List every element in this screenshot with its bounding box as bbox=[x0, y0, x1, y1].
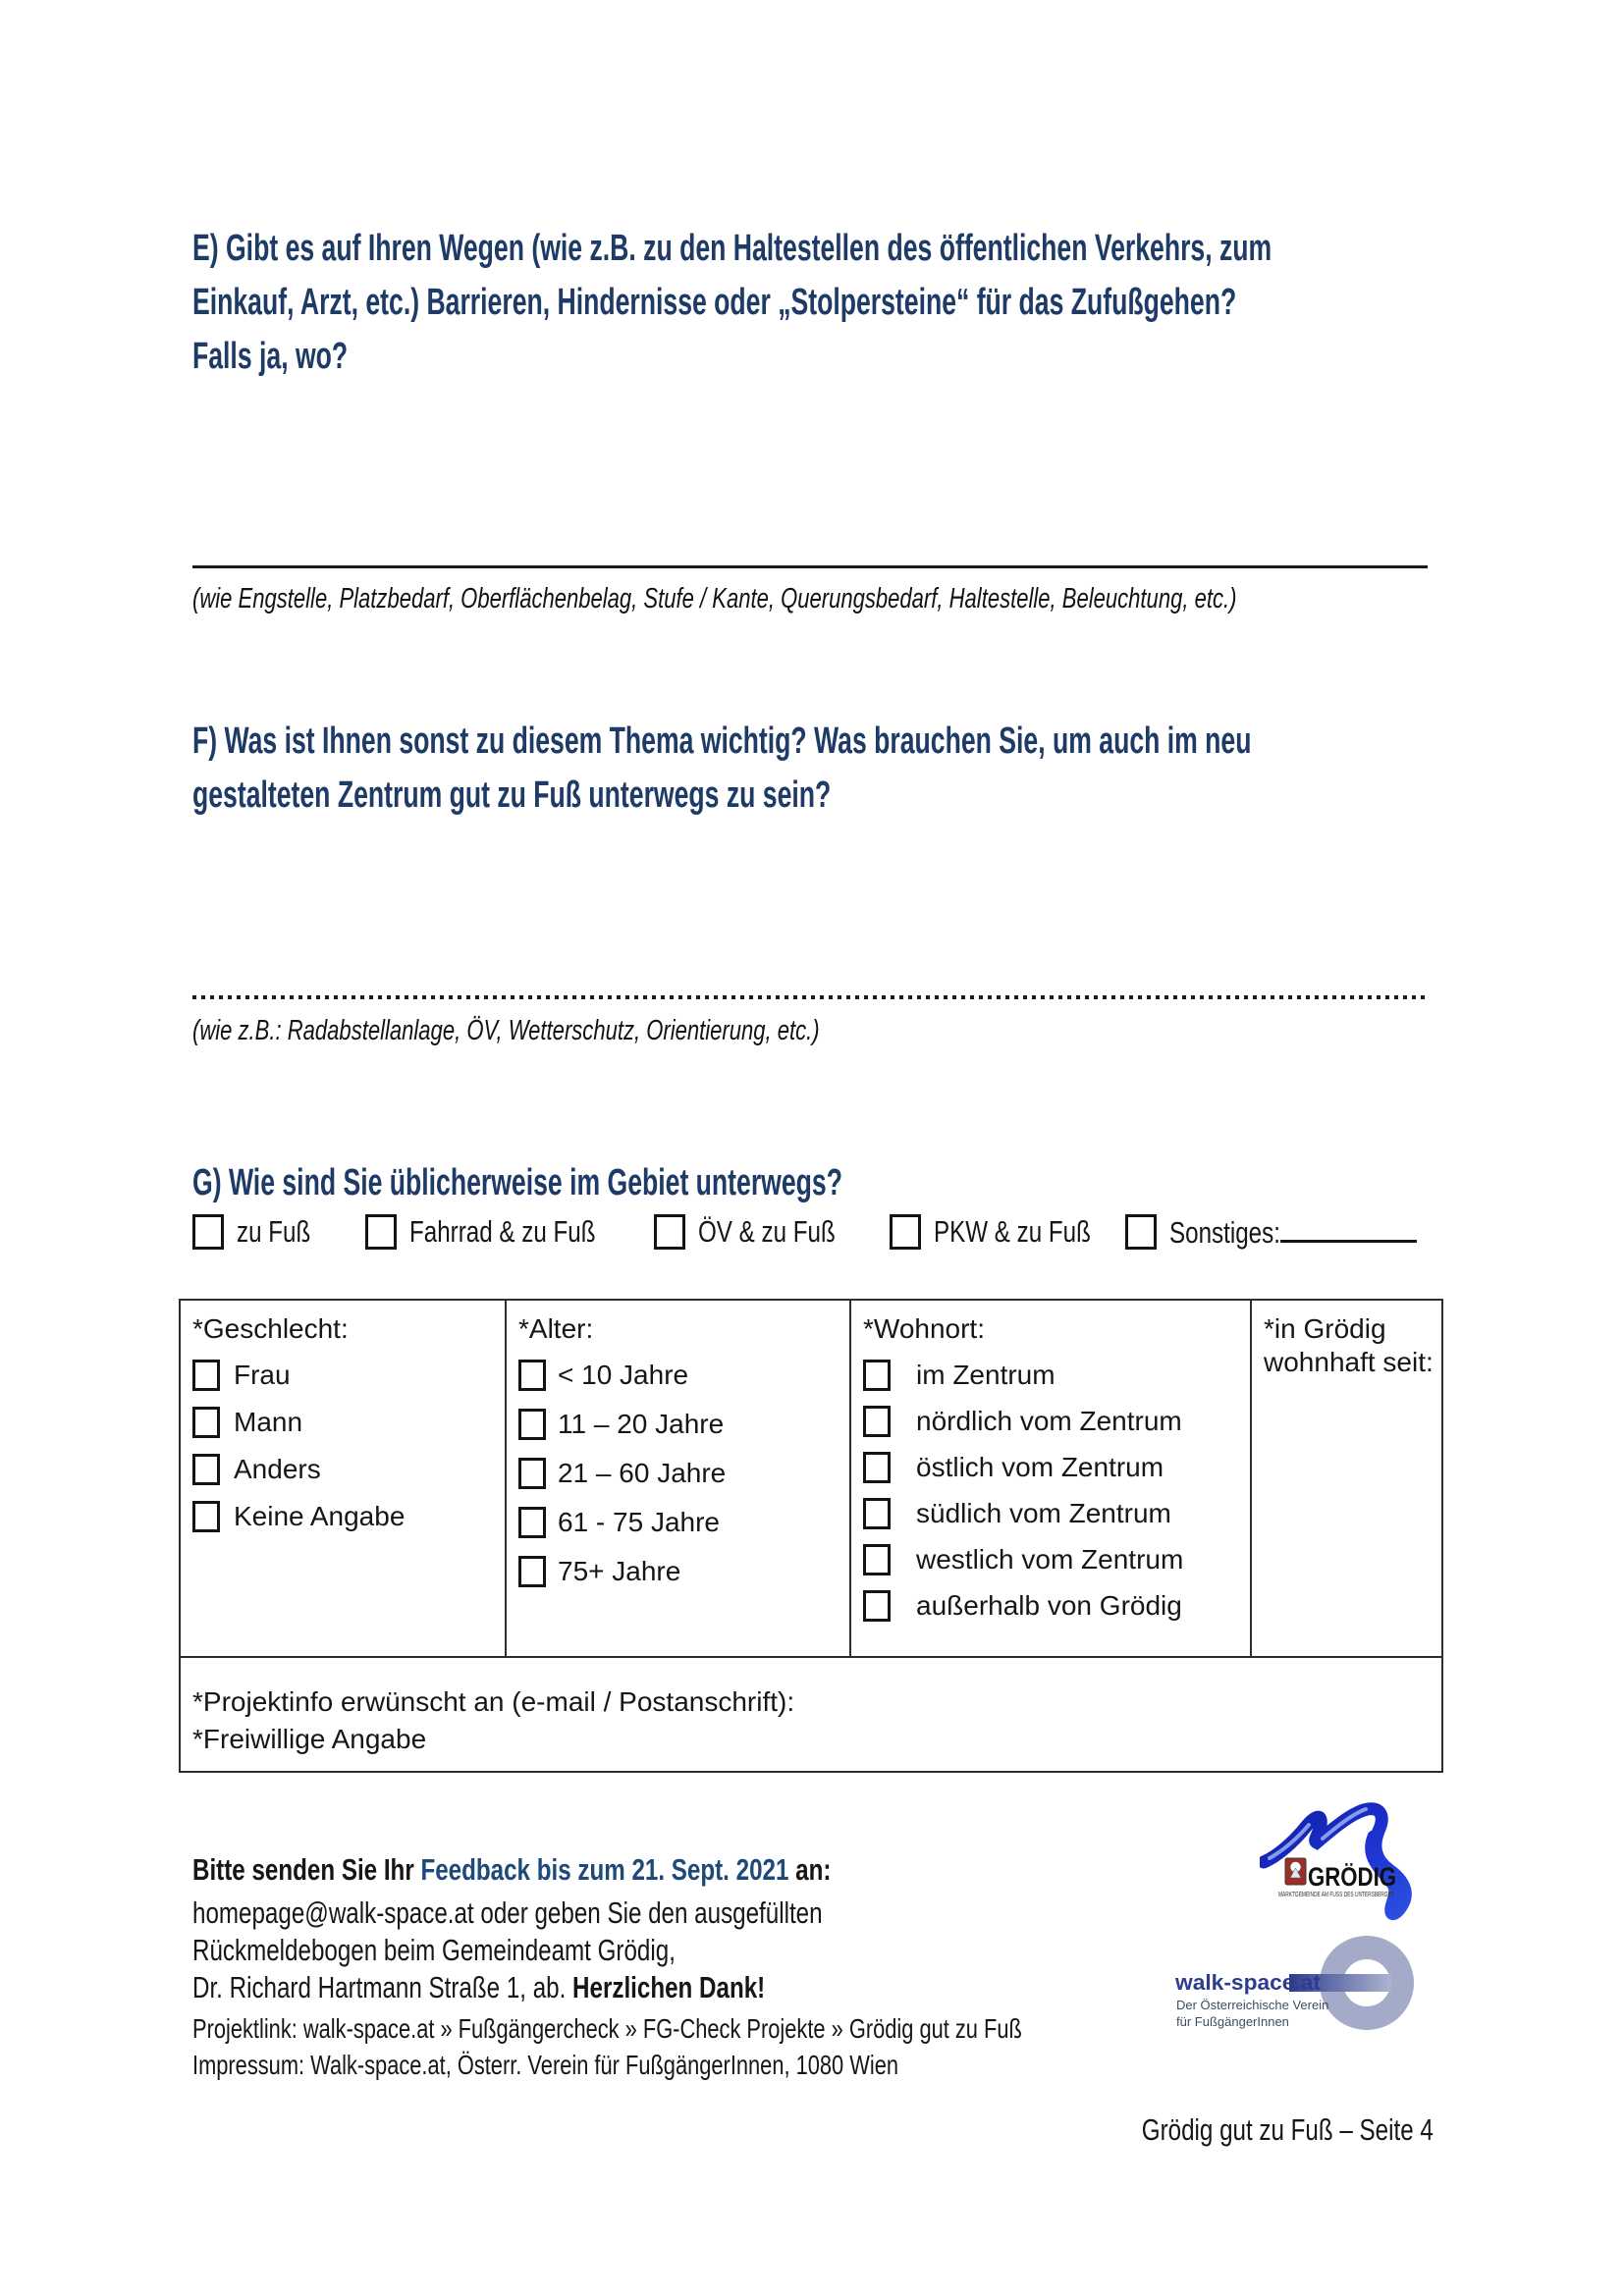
residence-label: *Wohnort: bbox=[863, 1313, 985, 1344]
question-e-line-2: Einkauf, Arzt, etc.) Barrieren, Hindernisse oder „Stolpersteine“ für das Zufußgehen? bbox=[192, 282, 1237, 323]
feedback-address-line2: Dr. Richard Hartmann Straße 1, ab. Herzlichen Dank! bbox=[192, 1970, 766, 2004]
question-f-hint: (wie z.B.: Radabstellanlage, ÖV, Wetterschutz, Orientierung, etc.) bbox=[192, 1015, 820, 1046]
page-footer: Grödig gut zu Fuß – Seite 4 bbox=[1141, 2112, 1434, 2147]
residence-column bbox=[851, 1301, 1252, 1656]
question-f-line-1: F) Was ist Ihnen sonst zu diesem Thema wichtig? Was brauchen Sie, um auch im neu bbox=[192, 721, 1252, 762]
checkbox-age-11-20[interactable] bbox=[518, 1409, 546, 1440]
walkspace-caption-line1: Der Österreichische Verein bbox=[1176, 1998, 1329, 2012]
gender-label: *Geschlecht: bbox=[192, 1313, 349, 1344]
question-e-line-1: E) Gibt es auf Ihren Wegen (wie z.B. zu den Haltestellen des öffentlichen Verkehrs, zum bbox=[192, 228, 1272, 269]
transport-option-fahrrad bbox=[365, 1214, 648, 1250]
transport-option-label: ÖV & zu Fuß bbox=[698, 1214, 836, 1249]
feedback-body bbox=[192, 1895, 1001, 2006]
impressum-line: Impressum: Walk-space.at, Österr. Verein für FußgängerInnen, 1080 Wien bbox=[192, 2050, 899, 2080]
checkbox-zu-fuss[interactable] bbox=[192, 1214, 224, 1250]
residence-since-label-line2: wohnhaft seit: bbox=[1264, 1347, 1434, 1377]
walkspace-logo bbox=[1173, 1924, 1440, 2044]
checkbox-oestlich[interactable] bbox=[863, 1452, 891, 1483]
gender-column bbox=[181, 1301, 507, 1656]
thanks-text: Herzlichen Dank! bbox=[572, 1970, 766, 2004]
sonstiges-write-in-line[interactable] bbox=[1280, 1214, 1417, 1243]
gender-option-keine-angabe: Keine Angabe bbox=[192, 1501, 497, 1532]
checkbox-age-21-60[interactable] bbox=[518, 1458, 546, 1489]
groedig-logo bbox=[1260, 1799, 1436, 1929]
transport-option-sonstiges bbox=[1125, 1214, 1487, 1251]
residence-option-westlich: westlich vom Zentrum bbox=[863, 1544, 1242, 1575]
feedback-deadline: Feedback bis zum 21. Sept. 2021 bbox=[420, 1852, 789, 1887]
feedback-heading: Bitte senden Sie Ihr Feedback bis zum 21. Sept. 2021 an: bbox=[192, 1852, 832, 1887]
checkbox-noerdlich[interactable] bbox=[863, 1406, 891, 1437]
checkbox-suedlich[interactable] bbox=[863, 1498, 891, 1529]
transport-option-label: Sonstiges: bbox=[1169, 1214, 1417, 1251]
age-column bbox=[507, 1301, 851, 1656]
transport-option-oev bbox=[654, 1214, 874, 1250]
residence-option-oestlich: östlich vom Zentrum bbox=[863, 1452, 1242, 1483]
gender-option-frau: Frau bbox=[192, 1360, 497, 1391]
checkbox-westlich[interactable] bbox=[863, 1544, 891, 1575]
question-e-line-3: Falls ja, wo? bbox=[192, 336, 349, 377]
checkbox-frau[interactable] bbox=[192, 1360, 220, 1391]
demographics-table bbox=[179, 1299, 1443, 1773]
projektinfo-cell[interactable] bbox=[181, 1656, 1441, 1773]
question-f-line-2: gestalteten Zentrum gut zu Fuß unterwegs zu sein? bbox=[192, 774, 832, 816]
projektinfo-line1: *Projektinfo erwünscht an (e-mail / Postanschrift): bbox=[192, 1686, 795, 1717]
checkbox-ausserhalb[interactable] bbox=[863, 1590, 891, 1622]
transport-option-label: zu Fuß bbox=[237, 1214, 311, 1249]
walkspace-logo-text: walk-space.at bbox=[1173, 1970, 1322, 1995]
age-option-under-10: < 10 Jahre bbox=[518, 1360, 841, 1391]
groedig-logo-text: GRÖDIG bbox=[1308, 1862, 1396, 1892]
projektinfo-line2: *Freiwillige Angabe bbox=[192, 1724, 427, 1754]
age-label: *Alter: bbox=[518, 1313, 594, 1344]
checkbox-oev[interactable] bbox=[654, 1214, 685, 1250]
residence-since-column bbox=[1252, 1301, 1441, 1656]
answer-line-e[interactable] bbox=[192, 565, 1428, 568]
residence-since-label-line1: *in Grödig bbox=[1264, 1313, 1386, 1344]
walkspace-caption-line2: für FußgängerInnen bbox=[1176, 2014, 1289, 2029]
transport-option-label: PKW & zu Fuß bbox=[934, 1214, 1091, 1249]
checkbox-im-zentrum[interactable] bbox=[863, 1360, 891, 1391]
question-f-heading bbox=[192, 715, 1624, 823]
age-option-21-60: 21 – 60 Jahre bbox=[518, 1458, 841, 1489]
feedback-meta bbox=[192, 2010, 1256, 2083]
checkbox-keine-angabe[interactable] bbox=[192, 1501, 220, 1532]
residence-option-zentrum: im Zentrum bbox=[863, 1360, 1242, 1391]
residence-option-noerdlich: nördlich vom Zentrum bbox=[863, 1406, 1242, 1437]
checkbox-age-75-plus[interactable] bbox=[518, 1556, 546, 1587]
question-g-heading: G) Wie sind Sie üblicherweise im Gebiet unterwegs? bbox=[192, 1162, 842, 1203]
groedig-logo-caption: MARKTGEMEINDE AM FUSS DES UNTERSBERGES bbox=[1278, 1892, 1395, 1898]
transport-option-label: Fahrrad & zu Fuß bbox=[409, 1214, 596, 1249]
feedback-email-line: homepage@walk-space.at oder geben Sie den ausgefüllten bbox=[192, 1896, 823, 1930]
answer-line-f[interactable] bbox=[192, 995, 1428, 999]
question-e-heading bbox=[192, 222, 1624, 384]
transport-option-zu-fuss bbox=[192, 1214, 331, 1250]
checkbox-age-under-10[interactable] bbox=[518, 1360, 546, 1391]
checkbox-age-61-75[interactable] bbox=[518, 1507, 546, 1538]
residence-option-suedlich: südlich vom Zentrum bbox=[863, 1498, 1242, 1529]
residence-option-ausserhalb: außerhalb von Grödig bbox=[863, 1590, 1242, 1622]
question-e-hint: (wie Engstelle, Platzbedarf, Oberflächenbelag, Stufe / Kante, Querungsbedarf, Haltestelle, Beleuchtung, etc.) bbox=[192, 583, 1237, 614]
checkbox-pkw[interactable] bbox=[890, 1214, 921, 1250]
age-option-61-75: 61 - 75 Jahre bbox=[518, 1507, 841, 1538]
transport-option-pkw bbox=[890, 1214, 1135, 1250]
gender-option-anders: Anders bbox=[192, 1454, 497, 1485]
age-option-75-plus: 75+ Jahre bbox=[518, 1556, 841, 1587]
age-option-11-20: 11 – 20 Jahre bbox=[518, 1409, 841, 1440]
gender-option-mann: Mann bbox=[192, 1407, 497, 1438]
checkbox-mann[interactable] bbox=[192, 1407, 220, 1438]
checkbox-fahrrad[interactable] bbox=[365, 1214, 397, 1250]
projektlink-line: Projektlink: walk-space.at » Fußgängercheck » FG-Check Projekte » Grödig gut zu Fuß bbox=[192, 2013, 1022, 2044]
checkbox-sonstiges[interactable] bbox=[1125, 1214, 1157, 1250]
checkbox-anders[interactable] bbox=[192, 1454, 220, 1485]
feedback-address-line1: Rückmeldebogen beim Gemeindeamt Grödig, bbox=[192, 1933, 676, 1967]
